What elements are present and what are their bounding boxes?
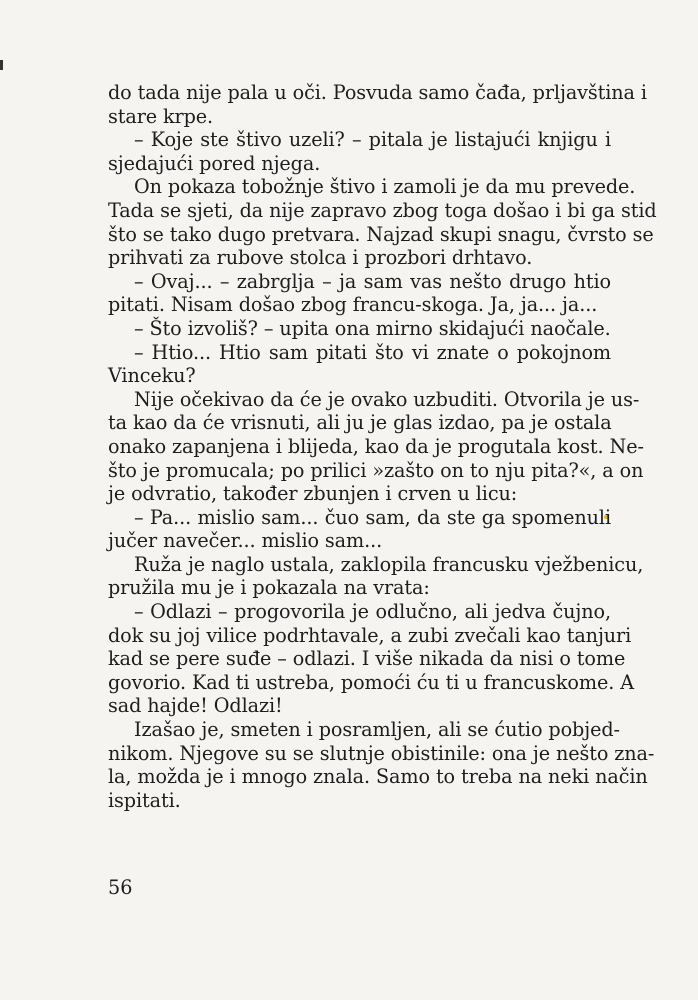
- body-text: [108, 81, 657, 812]
- page-number: 56: [108, 876, 133, 899]
- text-line: Izašao je, smeten i posramljen, ali se ćutio pobjed-: [134, 718, 620, 742]
- text-line: pružila mu je i pokazala na vrata:: [108, 576, 430, 600]
- text-line: što se tako dugo pretvara. Najzad skupi snagu, čvrsto se: [108, 222, 654, 246]
- text-line: sad hajde! Odlazi!: [108, 694, 283, 718]
- text-line: govorio. Kad ti ustreba, pomoći ću ti u francuskome. A: [108, 670, 634, 694]
- text-line: što je promucala; po prilici »zašto on to nju pita?«, a on: [108, 458, 644, 482]
- text-line: la, možda je i mnogo znala. Samo to treba na neki način: [108, 765, 648, 789]
- text-line: prihvati za rubove stolca i prozbori drhtavo.: [108, 246, 533, 270]
- text-line: pitati. Nisam došao zbog francu-skoga. Ja, ja... ja...: [108, 293, 598, 317]
- text-line: – Koje ste štivo uzeli? – pitala je listajući knjigu i: [134, 128, 611, 152]
- text-line: – Odlazi – progovorila je odlučno, ali jedva čujno,: [134, 600, 611, 624]
- text-line: onako zapanjena i blijeda, kao da je progutala kost. Ne-: [108, 434, 644, 458]
- text-line: kad se pere suđe – odlazi. I više nikada da nisi o tome: [108, 647, 626, 671]
- text-line: dok su joj vilice podrhtavale, a zubi zvečali kao tanjuri: [108, 623, 632, 647]
- text-line: jučer navečer... mislio sam...: [108, 529, 383, 553]
- text-line: – Što izvoliš? – upita ona mirno skidajući naočale.: [134, 316, 611, 340]
- text-line: Ruža je naglo ustala, zaklopila francusku vježbenicu,: [134, 552, 644, 576]
- text-line: Tada se sjeti, da nije zapravo zbog toga došao i bi ga stid: [108, 198, 657, 222]
- text-line: ispitati.: [108, 788, 181, 812]
- text-line: Nije očekivao da će je ovako uzbuditi. Otvorila je us-: [134, 387, 640, 411]
- text-line: – Ovaj... – zabrglja – ja sam vas nešto drugo htio: [134, 269, 611, 293]
- text-line: ta kao da će vrisnuti, ali ju je glas izdao, pa je ostala: [108, 411, 612, 435]
- text-line: nikom. Njegove su se slutnje obistinile: ona je nešto zna-: [108, 741, 655, 765]
- text-line: Vinceku?: [108, 364, 196, 388]
- text-line: – Pa... mislio sam... čuo sam, da ste ga spomenuli: [134, 505, 611, 529]
- text-line: stare krpe.: [108, 104, 214, 128]
- text-line: – Htio... Htio sam pitati što vi znate o pokojnom: [134, 340, 611, 364]
- text-line: do tada nije pala u oči. Posvuda samo čađa, prljavština i: [108, 81, 647, 104]
- text-line: je odvratio, također zbunjen i crven u licu:: [108, 482, 518, 506]
- page-edge-mark: [0, 60, 3, 70]
- text-line: On pokaza tobožnje štivo i zamoli je da mu prevede.: [134, 175, 636, 199]
- text-line: sjedajući pored njega.: [108, 151, 321, 175]
